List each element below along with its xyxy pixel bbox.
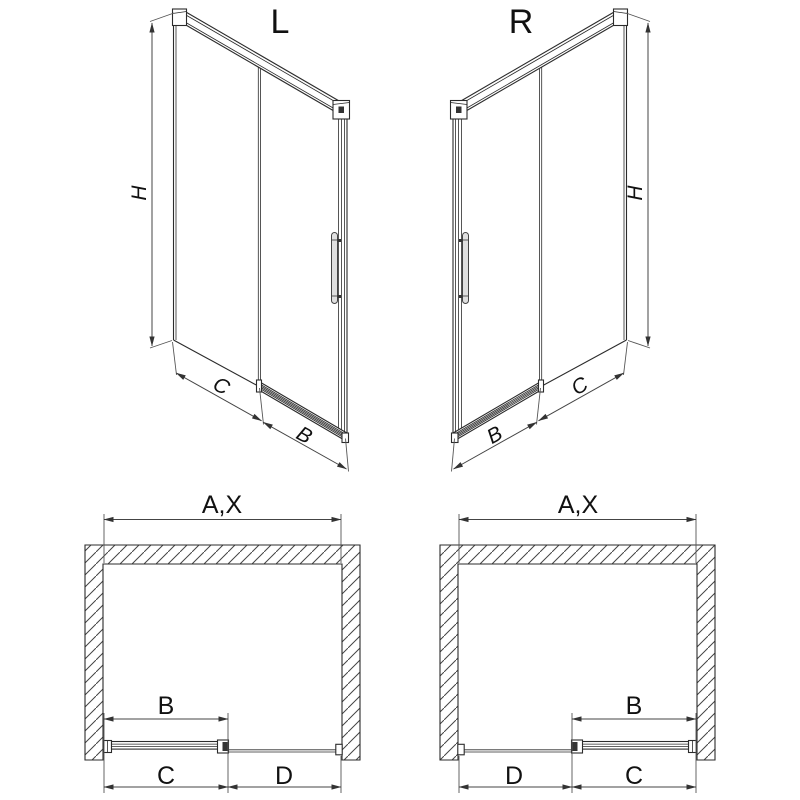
- variant-label-left: L: [270, 3, 290, 41]
- iso-left-geometry: [150, 9, 350, 472]
- total-width-label-right: A,X: [557, 491, 599, 519]
- wall-hatch-left: [85, 545, 360, 760]
- panel-width-label-right: C: [567, 372, 593, 401]
- plan-door-width-label-right: B: [625, 692, 643, 720]
- plan-view-right: [440, 491, 715, 793]
- wall-hatch-right: [440, 545, 715, 760]
- plan-bottom-left-label-right: D: [504, 762, 524, 790]
- iso-right-geometry: [451, 9, 651, 472]
- plan-door-width-label-left: B: [157, 692, 175, 720]
- plan-bottom-right-label-right: C: [624, 762, 644, 790]
- plan-bottom-right-label-left: D: [274, 762, 294, 790]
- height-label-right: H: [624, 185, 647, 201]
- plan-view-left: [85, 491, 360, 793]
- plan-bottom-left-label-left: C: [156, 762, 176, 790]
- door-width-label-left: B: [292, 421, 316, 449]
- door-width-label-right: B: [483, 421, 507, 449]
- iso-view-right: [451, 3, 651, 472]
- height-label-left: H: [128, 185, 151, 201]
- total-width-label-left: A,X: [201, 491, 243, 519]
- panel-width-label-left: C: [208, 372, 234, 401]
- iso-view-left: [128, 3, 350, 472]
- variant-label-right: R: [508, 3, 534, 41]
